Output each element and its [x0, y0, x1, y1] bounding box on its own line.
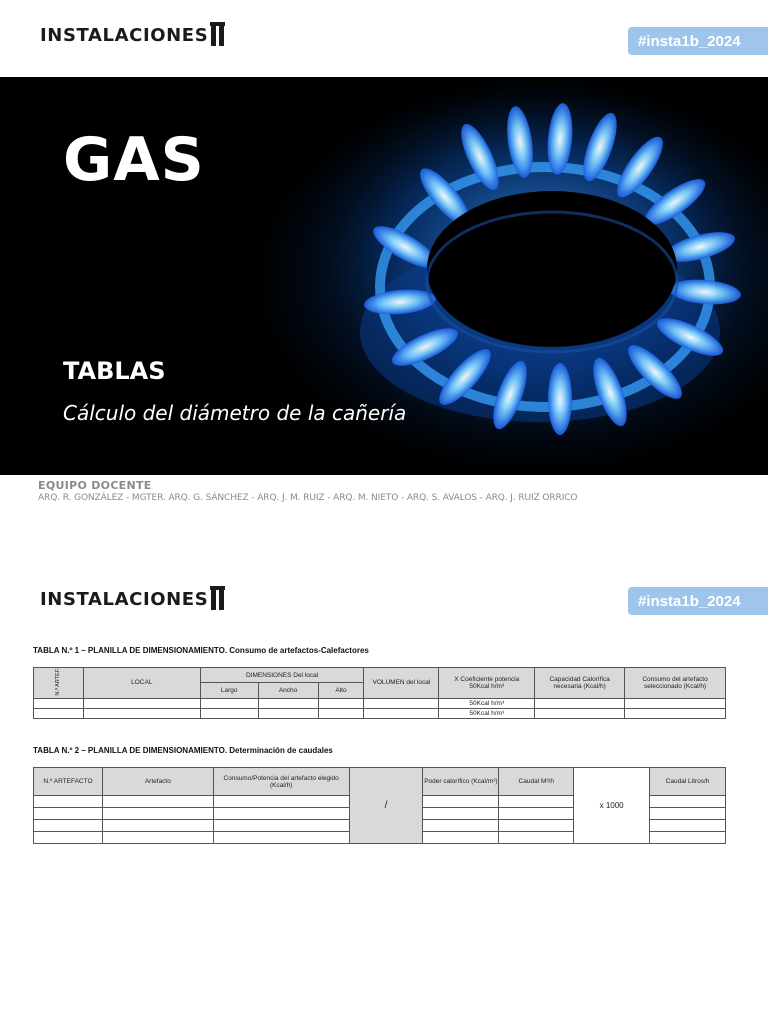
logo-text: INSTALACIONES: [40, 24, 209, 46]
col-dimensiones: DIMENSIONES Del local: [200, 668, 364, 683]
col-num-artefacto: N.º ARTEFACTO: [34, 768, 103, 796]
col-caudal-litros: Caudal Litros/h: [650, 768, 726, 796]
col-coeficiente: X Coeficiente potencia 50Kcal h/m³: [439, 668, 535, 699]
logo-text: INSTALACIONES: [40, 588, 209, 610]
col-largo: Largo: [200, 683, 258, 698]
table-row: [34, 698, 726, 708]
hero-caption: Cálculo del diámetro de la cañería: [63, 401, 407, 425]
hero-subtitle: TABLAS: [63, 357, 166, 385]
instalaciones-logo: [40, 22, 226, 48]
col-local: LOCAL: [83, 668, 200, 699]
divide-operator: /: [349, 768, 423, 844]
col-poder-calorifico: Poder calorífico (Kcal/m³): [423, 768, 499, 796]
table1-title: TABLA N.º 1 – PLANILLA DE DIMENSIONAMIENTO. Consumo de artefactos-Calefactores: [33, 646, 369, 655]
col-alto: Alto: [318, 683, 364, 698]
hero-banner: [0, 77, 768, 475]
col-num-artef: N.º ARTEF.: [34, 668, 84, 699]
team-names: ARQ. R. GONZÁLEZ - MGTER. ARQ. G. SÁNCHEZ - ARQ. J. M. RUIZ - ARQ. M. NIETO - ARQ. S. AVALOS - ARQ. J. RUIZ ORRICO: [38, 493, 578, 503]
instalaciones-logo: [40, 586, 226, 612]
logo-mark-icon: [210, 22, 226, 48]
table2-title: TABLA N.º 2 – PLANILLA DE DIMENSIONAMIENTO. Determinación de caudales: [33, 746, 333, 755]
col-artefacto: Artefacto: [102, 768, 213, 796]
hashtag-badge: #insta1b_2024: [628, 587, 768, 615]
table1: [33, 667, 726, 719]
hashtag-badge: #insta1b_2024: [628, 27, 768, 55]
col-capacidad: Capacidad Calorífica necesaria (Kcal/h): [535, 668, 625, 699]
row-coef: 50Kcal h/m³: [439, 708, 535, 718]
page1-header: [0, 0, 768, 77]
table-row: [34, 708, 726, 718]
col-caudal-m3: Caudal M³/h: [499, 768, 574, 796]
hero-title: GAS: [63, 125, 205, 195]
teaching-team: [38, 479, 577, 503]
table2: [33, 767, 726, 844]
col-consumo: Consumo del artefacto seleccionado (Kcal/h): [625, 668, 726, 699]
col-volumen: VOLUMEN del local: [364, 668, 439, 699]
logo-mark-icon: [210, 586, 226, 612]
row-coef: 50Kcal h/m³: [439, 698, 535, 708]
col-consumo-potencia: Consumo/Potencia del artefacto elegido (Kcal/h): [213, 768, 349, 796]
col-ancho: Ancho: [258, 683, 318, 698]
multiply-operator: x 1000: [574, 768, 650, 844]
page2-header: [0, 580, 768, 620]
team-title: EQUIPO DOCENTE: [38, 479, 152, 492]
